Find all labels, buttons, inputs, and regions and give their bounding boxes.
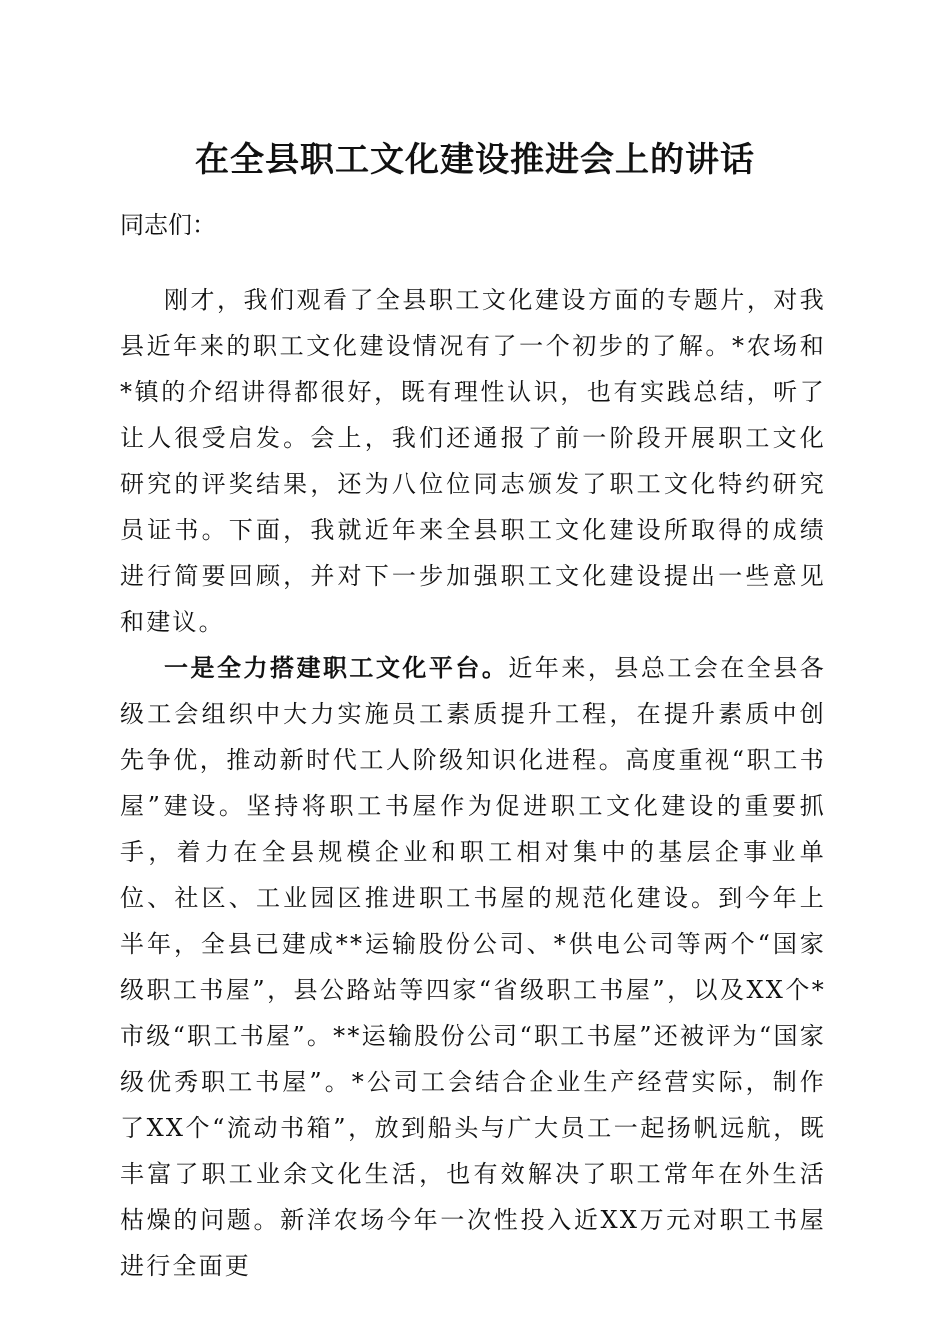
document-title: 在全县职工文化建设推进会上的讲话 xyxy=(195,140,755,180)
paragraph-point-one xyxy=(120,645,826,1289)
document-body xyxy=(120,277,826,1289)
paragraph-text: 刚才，我们观看了全县职工文化建设方面的专题片，对我县近年来的职工文化建设情况有了一个初步的了解。*农场和*镇的介绍讲得都很好，既有理性认识，也有实践总结，听了让人很受启发。会上，我们还通报了前一阶段开展职工文化研究的评奖结果，还为八位位同志颁发了职工文化特约研究员证书。下面，我就近年来全县职工文化建设所取得的成绩进行简要回顾，并对下一步加强职工文化建设提出一些意见和建议。 xyxy=(120,286,826,636)
paragraph-text: 近年来，县总工会在全县各级工会组织中大力实施员工素质提升工程，在提升素质中创先争优，推动新时代工人阶级知识化进程。高度重视“职工书屋”建设。坚持将职工书屋作为促进职工文化建设的重要抓手，着力在全县规模企业和职工相对集中的基层企事业单位、社区、工业园区推进职工书屋的规范化建设。到今年上半年，全县已建成**运输股份公司、*供电公司等两个“国家级职工书屋”，县公路站等四家“省级职工书屋”，以及XX个*市级“职工书屋”。**运输股份公司“职工书屋”还被评为“国家级优秀职工书屋”。*公司工会结合企业生产经营实际，制作了XX个“流动书箱”，放到船头与广大员工一起扬帆远航，既丰富了职工业余文化生活，也有效解决了职工常年在外生活枯燥的问题。新洋农场今年一次性投入近XX万元对职工书屋进行全面更 xyxy=(120,654,826,1280)
paragraph-intro xyxy=(120,277,826,645)
paragraph-lead-heading: 一是全力搭建职工文化平台。 xyxy=(164,653,509,682)
salutation: 同志们： xyxy=(120,211,216,239)
